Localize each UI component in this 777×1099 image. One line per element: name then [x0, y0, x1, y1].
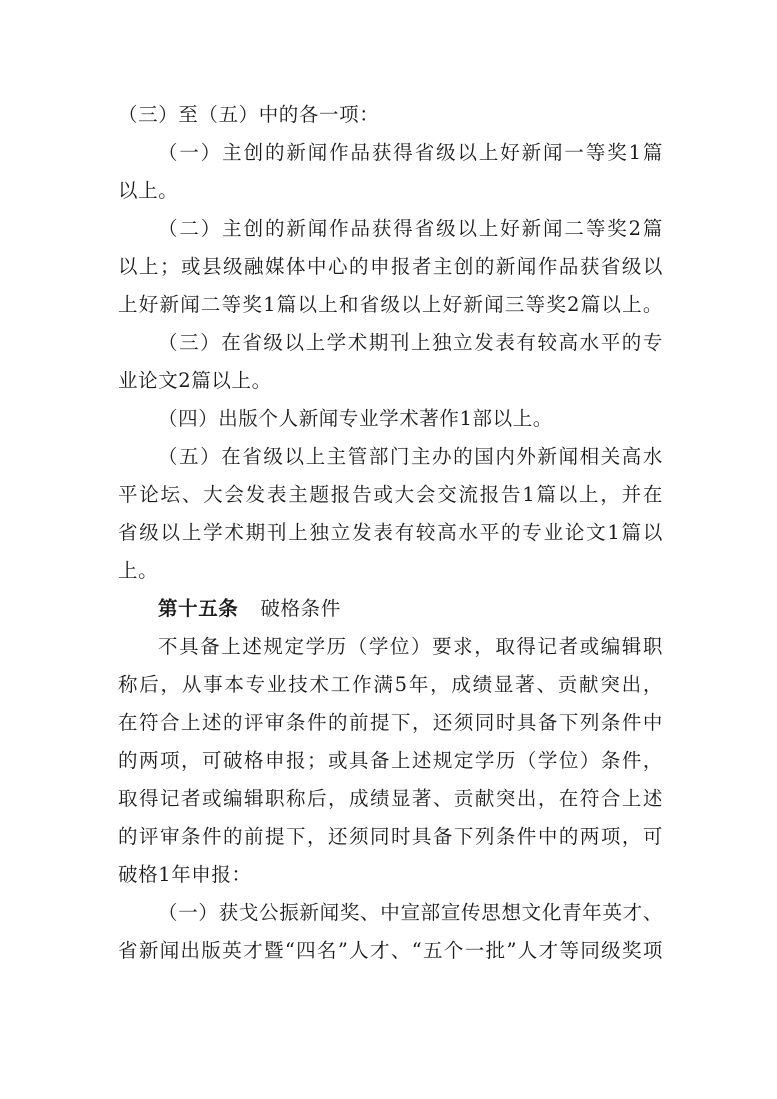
paragraph-line: （三）在省级以上学术期刊上独立发表有较高水平的专	[158, 331, 663, 354]
article-heading	[118, 590, 663, 628]
document-page	[118, 96, 663, 970]
paragraph-line: 破格1年申报：	[118, 863, 252, 886]
paragraph-line: （一）获戈公振新闻奖、中宣部宣传思想文化青年英才、	[158, 901, 663, 924]
paragraph-line: 不具备上述规定学历（学位）要求，取得记者或编辑职	[158, 635, 663, 658]
paragraph-line: 上好新闻二等奖1篇以上和省级以上好新闻三等奖2篇以上。	[118, 293, 663, 316]
paragraph-line: （四）出版个人新闻专业学术著作1部以上。	[158, 407, 553, 430]
paragraph-line: 在符合上述的评审条件的前提下，还须同时具备下列条件中	[118, 711, 663, 734]
paragraph-line: （一）主创的新闻作品获得省级以上好新闻一等奖1篇	[158, 141, 663, 164]
paragraph-line: （三）至（五）中的各一项：	[118, 103, 380, 126]
paragraph-line: 业论文2篇以上。	[118, 369, 272, 392]
paragraph-line: 取得记者或编辑职称后，成绩显著、贡献突出，在符合上述	[118, 787, 663, 810]
paragraph-line: 上。	[118, 559, 159, 582]
paragraph-line: 称后，从事本专业技术工作满5年，成绩显著、贡献突出，	[118, 673, 663, 696]
paragraph-line: 的评审条件的前提下，还须同时具备下列条件中的两项，可	[118, 825, 663, 848]
paragraph-line: 省新闻出版英才暨“四名”人才、“五个一批”人才等同级奖项	[118, 939, 663, 962]
paragraph-line: 以上。	[118, 179, 179, 202]
paragraph-line: （二）主创的新闻作品获得省级以上好新闻二等奖2篇	[158, 217, 663, 240]
paragraph-line: 平论坛、大会发表主题报告或大会交流报告1篇以上，并在	[118, 483, 663, 506]
paragraph-line: 省级以上学术期刊上独立发表有较高水平的专业论文1篇以	[118, 521, 663, 544]
article-title: 破格条件	[260, 597, 341, 620]
article-number: 第十五条	[158, 597, 239, 620]
paragraph-line: 以上；或县级融媒体中心的申报者主创的新闻作品获省级以	[118, 255, 663, 278]
paragraph-line: （五）在省级以上主管部门主办的国内外新闻相关高水	[158, 445, 663, 468]
paragraph-line: 的两项，可破格申报；或具备上述规定学历（学位）条件，	[118, 749, 663, 772]
